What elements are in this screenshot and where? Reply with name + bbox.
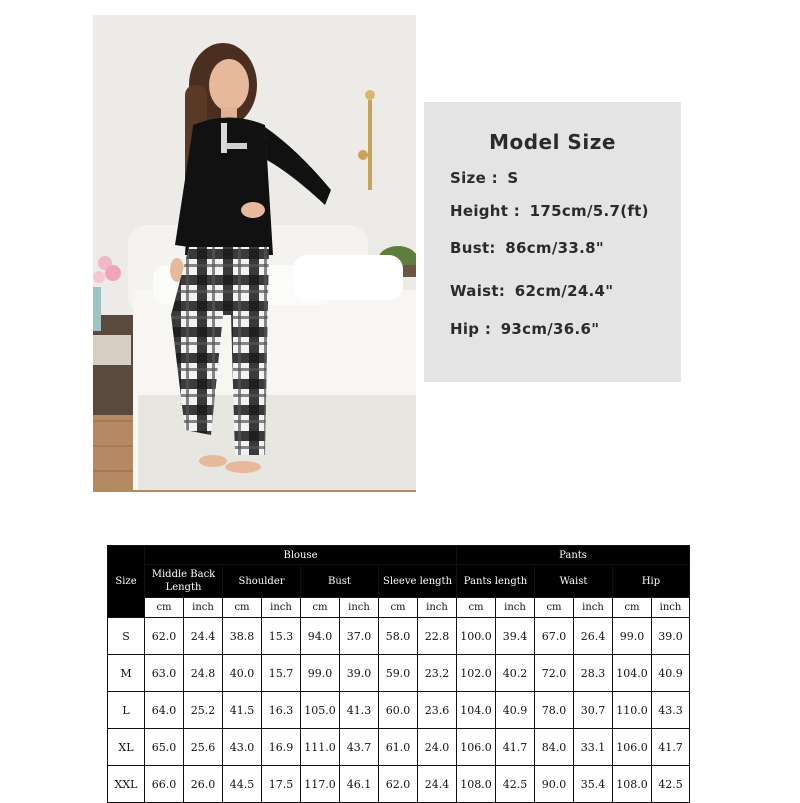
unit-header-inch: inch [340, 598, 379, 618]
measurement-cell: 37.0 [340, 618, 379, 655]
waist-header: Waist [535, 565, 613, 598]
size-cell: L [108, 692, 145, 729]
measurement-cell: 39.4 [496, 618, 535, 655]
unit-header-cm: cm [301, 598, 340, 618]
size-cell: M [108, 655, 145, 692]
measurement-cell: 102.0 [457, 655, 496, 692]
size-cell: XXL [108, 766, 145, 803]
measurement-cell: 42.5 [652, 766, 690, 803]
blouse-section-header: Blouse [145, 546, 457, 565]
measurement-cell: 59.0 [379, 655, 418, 692]
model-bust-value: 86cm/33.8" [505, 239, 604, 257]
measurement-cell: 65.0 [145, 729, 184, 766]
unit-header-inch: inch [262, 598, 301, 618]
unit-header-inch: inch [418, 598, 457, 618]
size-cell: S [108, 618, 145, 655]
measurement-cell: 23.6 [418, 692, 457, 729]
measurement-cell: 111.0 [301, 729, 340, 766]
measurement-cell: 38.8 [223, 618, 262, 655]
measurement-cell: 23.2 [418, 655, 457, 692]
model-height-row [450, 202, 649, 220]
model-waist-value: 62cm/24.4" [514, 282, 614, 300]
measurement-cell: 44.5 [223, 766, 262, 803]
measurement-cell: 40.2 [496, 655, 535, 692]
measurement-cell: 117.0 [301, 766, 340, 803]
black-top [185, 118, 273, 256]
measurement-cell: 17.5 [262, 766, 301, 803]
unit-header-cm: cm [145, 598, 184, 618]
size-row-l [108, 692, 690, 729]
measurement-cell: 60.0 [379, 692, 418, 729]
measurement-cell: 100.0 [457, 618, 496, 655]
sleeve-length-header: Sleeve length [379, 565, 457, 598]
measurement-cell: 25.6 [184, 729, 223, 766]
model-hip-value: 93cm/36.6" [500, 320, 600, 338]
face [209, 59, 249, 111]
model-photo [93, 15, 416, 492]
measurement-cell: 40.9 [496, 692, 535, 729]
measurement-cell: 78.0 [535, 692, 574, 729]
model-size-label: Size : [450, 169, 498, 187]
size-row-xxl [108, 766, 690, 803]
size-row-s [108, 618, 690, 655]
size-row-xl [108, 729, 690, 766]
size-chart-table [107, 545, 690, 803]
model-size-card [424, 102, 681, 382]
bust-header: Bust [301, 565, 379, 598]
unit-header-cm: cm [613, 598, 652, 618]
measurement-cell: 62.0 [379, 766, 418, 803]
unit-header-cm: cm [457, 598, 496, 618]
measurement-cell: 26.0 [184, 766, 223, 803]
measurement-cell: 24.4 [184, 618, 223, 655]
measurement-cell: 84.0 [535, 729, 574, 766]
measurement-cell: 104.0 [457, 692, 496, 729]
measurement-cell: 35.4 [574, 766, 613, 803]
measurement-cell: 16.3 [262, 692, 301, 729]
unit-header-cm: cm [223, 598, 262, 618]
model-bust-row [450, 239, 604, 257]
measurement-cell: 15.7 [262, 655, 301, 692]
measurement-cell: 90.0 [535, 766, 574, 803]
unit-header-inch: inch [652, 598, 690, 618]
measurement-cell: 67.0 [535, 618, 574, 655]
measurement-cell: 99.0 [613, 618, 652, 655]
model-hip-label: Hip : [450, 320, 492, 338]
measurement-cell: 41.7 [652, 729, 690, 766]
model-waist-label: Waist: [450, 282, 506, 300]
measurement-cell: 108.0 [457, 766, 496, 803]
shoulder-header: Shoulder [223, 565, 301, 598]
measurement-cell: 64.0 [145, 692, 184, 729]
measurement-cell: 46.1 [340, 766, 379, 803]
model-size-value: S [507, 169, 519, 187]
measurement-cell: 43.7 [340, 729, 379, 766]
measurement-cell: 94.0 [301, 618, 340, 655]
model-height-value: 175cm/5.7(ft) [529, 202, 649, 220]
measurement-cell: 15.3 [262, 618, 301, 655]
measurement-cell: 72.0 [535, 655, 574, 692]
measurement-cell: 24.8 [184, 655, 223, 692]
model-size-row [450, 169, 519, 187]
measurement-cell: 42.5 [496, 766, 535, 803]
measurement-cell: 43.3 [652, 692, 690, 729]
measurement-cell: 28.3 [574, 655, 613, 692]
measurement-cell: 58.0 [379, 618, 418, 655]
measurement-cell: 22.8 [418, 618, 457, 655]
measurement-cell: 62.0 [145, 618, 184, 655]
size-cell: XL [108, 729, 145, 766]
measurement-cell: 30.7 [574, 692, 613, 729]
measurement-cell: 41.5 [223, 692, 262, 729]
measurement-cell: 99.0 [301, 655, 340, 692]
unit-header-inch: inch [574, 598, 613, 618]
unit-header-inch: inch [184, 598, 223, 618]
measurement-cell: 40.0 [223, 655, 262, 692]
unit-header-cm: cm [535, 598, 574, 618]
measurement-cell: 106.0 [457, 729, 496, 766]
measurement-cell: 66.0 [145, 766, 184, 803]
measurement-cell: 61.0 [379, 729, 418, 766]
hip-header: Hip [613, 565, 690, 598]
measurement-cell: 41.7 [496, 729, 535, 766]
unit-header-inch: inch [496, 598, 535, 618]
measurement-cell: 43.0 [223, 729, 262, 766]
measurement-cell: 24.4 [418, 766, 457, 803]
measurement-cell: 24.0 [418, 729, 457, 766]
model-hip-row [450, 320, 599, 338]
size-header: Size [108, 546, 145, 618]
wall-lamp [368, 100, 372, 190]
pants-section-header: Pants [457, 546, 690, 565]
model-size-title: Model Size [489, 130, 616, 154]
measurement-cell: 108.0 [613, 766, 652, 803]
measurement-cell: 33.1 [574, 729, 613, 766]
measurement-cell: 26.4 [574, 618, 613, 655]
pants-length-header: Pants length [457, 565, 535, 598]
measurement-cell: 16.9 [262, 729, 301, 766]
model-waist-row [450, 282, 613, 300]
model-height-label: Height : [450, 202, 521, 220]
measurement-cell: 63.0 [145, 655, 184, 692]
measurement-cell: 110.0 [613, 692, 652, 729]
measurement-cell: 25.2 [184, 692, 223, 729]
middle-back-length-header: Middle Back Length [145, 565, 223, 598]
measurement-cell: 39.0 [340, 655, 379, 692]
unit-header-cm: cm [379, 598, 418, 618]
measurement-cell: 41.3 [340, 692, 379, 729]
size-row-m [108, 655, 690, 692]
measurement-cell: 39.0 [652, 618, 690, 655]
measurement-cell: 105.0 [301, 692, 340, 729]
measurement-cell: 106.0 [613, 729, 652, 766]
measurement-cell: 104.0 [613, 655, 652, 692]
model-bust-label: Bust: [450, 239, 496, 257]
measurement-cell: 40.9 [652, 655, 690, 692]
